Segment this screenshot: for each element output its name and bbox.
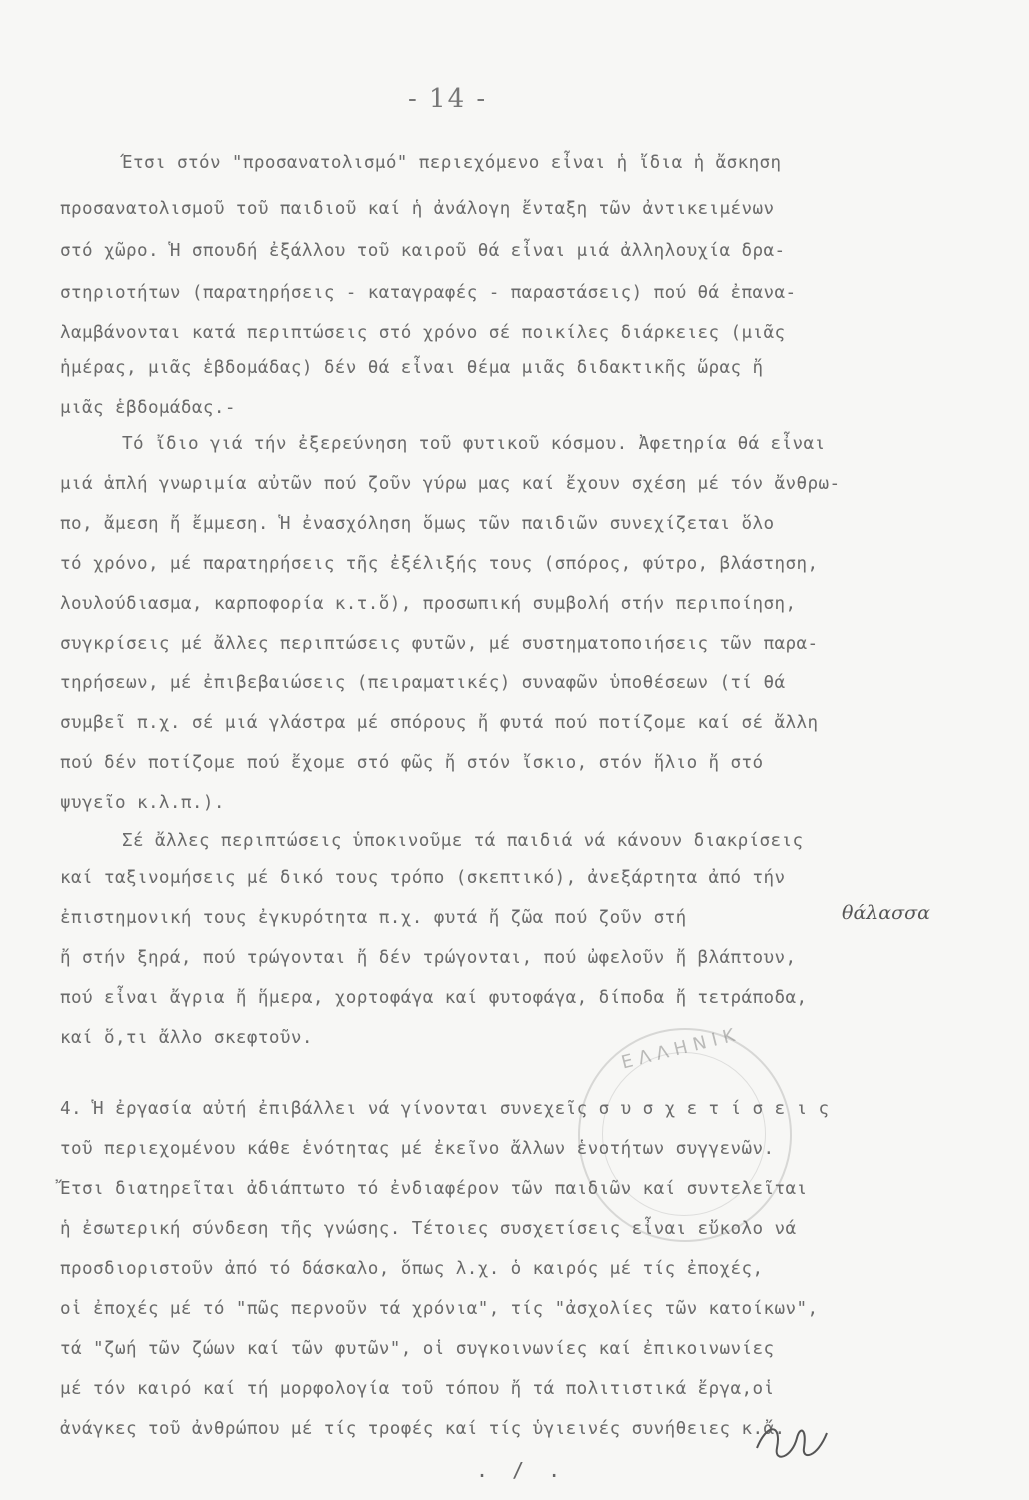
signature-mark (752, 1418, 832, 1468)
stamp-text: ΕΛΛΗΝΙΚ (619, 1023, 743, 1074)
text-line: τοῦ περιεχομένου κάθε ἑνότητας μέ ἐκεῖνο ἄλλων ἑνοτήτων συγγενῶν. (60, 1139, 775, 1159)
text-line: καί ὅ,τι ἄλλο σκεφτοῦν. (60, 1028, 313, 1048)
text-line: καί ταξινομήσεις μέ δικό τους τρόπο (σκεπτικό), ἀνεξάρτητα ἀπό τήν (60, 868, 786, 888)
text-line: πο, ἄμεση ἤ ἔμμεση. Ἡ ἐνασχόληση ὅμως τῶν παιδιῶν συνεχίζεται ὅλο (60, 514, 775, 534)
text-line: ἀνάγκες τοῦ ἀνθρώπου μέ τίς τροφές καί τίς ὑγιεινές συνήθειες κ.ἄ. (60, 1419, 786, 1439)
text-line: μιά ἁπλή γνωριμία αὐτῶν πού ζοῦν γύρω μας καί ἔχουν σχέση μέ τόν ἄνθρω- (60, 474, 841, 494)
text-line: ἡ ἐσωτερική σύνδεση τῆς γνώσης. Τέτοιες συσχετίσεις εἶναι εὔκολο νά (60, 1219, 797, 1239)
library-stamp (578, 1023, 792, 1242)
text-line: τηρήσεων, μέ ἐπιβεβαιώσεις (πειραματικές) συναφῶν ὑποθέσεων (τί θά (60, 673, 786, 693)
text-line: λαμβάνονται κατά περιπτώσεις στό χρόνο σέ ποικίλες διάρκειες (μιᾶς (60, 323, 786, 343)
text-line: μιᾶς ἑβδομάδας.- (60, 398, 236, 418)
text-line: συγκρίσεις μέ ἄλλες περιπτώσεις φυτῶν, μέ συστηματοποιήσεις τῶν παρα- (60, 634, 819, 654)
text-line: Ἔτσι διατηρεῖται ἀδιάπτωτο τό ἐνδιαφέρον τῶν παιδιῶν καί συντελεῖται (60, 1179, 808, 1199)
text-line: τά "ζωή τῶν ζώων καί τῶν φυτῶν", οἱ συγκοινωνίες καί ἐπικοινωνίες (60, 1339, 775, 1359)
text-line: τό χρόνο, μέ παρατηρήσεις τῆς ἐξέλιξής τους (σπόρος, φύτρο, βλάστηση, (60, 554, 819, 574)
handwritten-word: θάλασσα (842, 902, 930, 924)
text-line: λουλούδιασμα, καρποφορία κ.τ.ὅ), προσωπική συμβολή στήν περιποίηση, (60, 594, 797, 614)
text-line: οἱ ἐποχές μέ τό "πῶς περνοῦν τά χρόνια", τίς "ἀσχολίες τῶν κατοίκων", (60, 1299, 819, 1319)
text-line: 4. Ἡ ἐργασία αὐτή ἐπιβάλλει νά γίνονται συνεχεῖς σ υ σ χ ε τ ί σ ε ι ς (60, 1099, 830, 1119)
text-line: πού δέν ποτίζομε πού ἔχομε στό φῶς ἤ στόν ἴσκιο, στόν ἥλιο ἤ στό (60, 753, 764, 773)
text-line: ψυγεῖο κ.λ.π.). (60, 793, 225, 813)
text-line: προσδιοριστοῦν ἀπό τό δάσκαλο, ὅπως λ.χ. ὁ καιρός μέ τίς ἐποχές, (60, 1259, 764, 1279)
text-line: Σέ ἄλλες περιπτώσεις ὑποκινοῦμε τά παιδιά νά κάνουν διακρίσεις (122, 831, 804, 851)
footer-mark: . / . (476, 1458, 567, 1482)
text-line: στηριοτήτων (παρατηρήσεις - καταγραφές - παραστάσεις) πού θά ἐπανα- (60, 283, 797, 303)
text-line: ἐπιστημονική τους ἐγκυρότητα π.χ. φυτά ἤ ζῶα πού ζοῦν στή (60, 908, 687, 928)
text-line: ἤ στήν ξηρά, πού τρώγονται ἤ δέν τρώγονται, πού ὠφελοῦν ἤ βλάπτουν, (60, 948, 797, 968)
text-line: ἡμέρας, μιᾶς ἑβδομάδας) δέν θά εἶναι θέμα μιᾶς διδακτικῆς ὥρας ἤ (60, 358, 764, 378)
text-line: προσανατολισμοῦ τοῦ παιδιοῦ καί ἡ ἀνάλογη ἔνταξη τῶν ἀντικειμένων (60, 199, 775, 219)
text-line: Τό ἴδιο γιά τήν ἐξερεύνηση τοῦ φυτικοῦ κόσμου. Ἀφετηρία θά εἶναι (122, 434, 826, 454)
text-line: στό χῶρο. Ἡ σπουδή ἐξάλλου τοῦ καιροῦ θά εἶναι μιά ἀλληλουχία δρα- (60, 241, 786, 261)
stamp-inner-ring (602, 1052, 766, 1216)
page-number: - 14 - (408, 84, 488, 114)
text-line: πού εἶναι ἄγρια ἤ ἥμερα, χορτοφάγα καί φυτοφάγα, δίποδα ἤ τετράποδα, (60, 988, 808, 1008)
text-line: συμβεῖ π.χ. σέ μιά γλάστρα μέ σπόρους ἤ φυτά πού ποτίζομε καί σέ ἄλλη (60, 713, 819, 733)
text-line: μέ τόν καιρό καί τή μορφολογία τοῦ τόπου ἤ τά πολιτιστικά ἔργα,οἱ (60, 1379, 775, 1399)
text-line: Έτσι στόν "προσανατολισμό" περιεχόμενο εἶναι ἡ ἴδια ἡ ἄσκηση (122, 153, 782, 173)
